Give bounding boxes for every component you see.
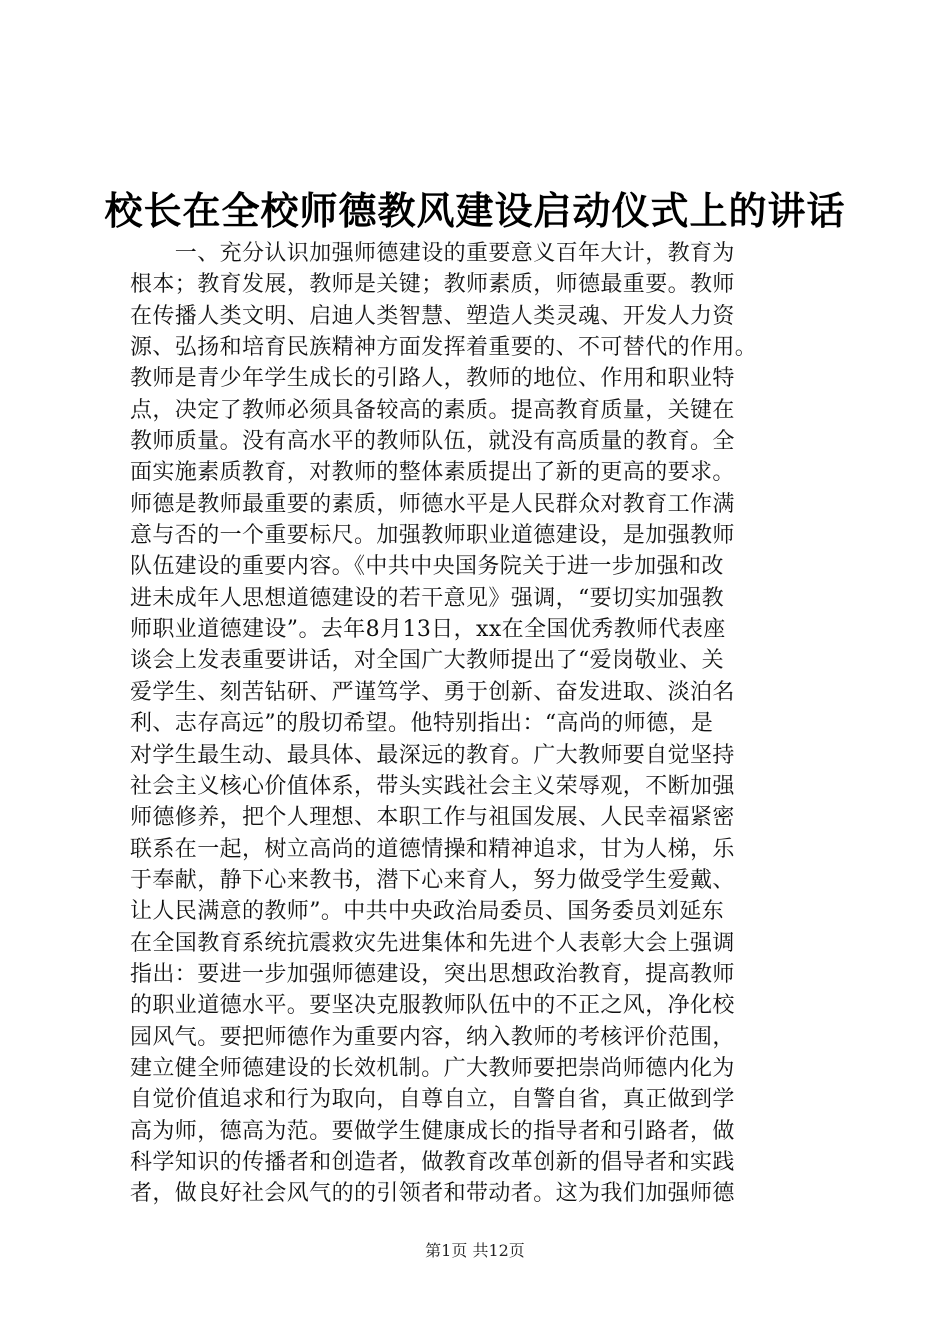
body-line: 园风气。要把师德作为重要内容，纳入教师的考核评价范围， xyxy=(130,1024,735,1050)
body-line: 面实施素质教育，对教师的整体素质提出了新的更高的要求。 xyxy=(130,460,735,486)
body-line: 师职业道德建设”。去年8月13日，xx在全国优秀教师代表座 xyxy=(130,617,726,643)
body-line: 建立健全师德建设的长效机制。广大教师要把崇尚师德内化为 xyxy=(130,1055,735,1081)
body-line: 根本；教育发展，教师是关键；教师素质，师德最重要。教师 xyxy=(130,272,735,298)
body-line: 利、志存高远”的殷切希望。他特别指出：“高尚的师德，是 xyxy=(130,711,714,737)
body-line: 源、弘扬和培育民族精神方面发挥着重要的、不可替代的作用。 xyxy=(130,335,758,361)
body-line: 让人民满意的教师”。中共中央政治局委员、国务委员刘延东 xyxy=(130,899,725,925)
document-title: 校长在全校师德教风建设启动仪式上的讲话 xyxy=(104,188,846,233)
body-line: 意与否的一个重要标尺。加强教师职业道德建设，是加强教师 xyxy=(130,523,735,549)
body-line: 师德修养，把个人理想、本职工作与祖国发展、人民幸福紧密 xyxy=(130,805,735,831)
body-line: 谈会上发表重要讲话，对全国广大教师提出了“爱岗敬业、关 xyxy=(130,648,725,674)
body-line: 进未成年人思想道德建设的若干意见》强调，“要切实加强教 xyxy=(130,585,725,611)
body-line: 于奉献，静下心来教书，潜下心来育人，努力做受学生爱戴、 xyxy=(130,867,735,893)
body-line: 对学生最生动、最具体、最深远的教育。广大教师要自觉坚持 xyxy=(130,742,735,768)
body-line: 在传播人类文明、启迪人类智慧、塑造人类灵魂、开发人力资 xyxy=(130,303,735,329)
body-line: 爱学生、刻苦钻研、严谨笃学、勇于创新、奋发进取、淡泊名 xyxy=(130,679,735,705)
body-line: 社会主义核心价值体系，带头实践社会主义荣辱观，不断加强 xyxy=(130,773,735,799)
body-line: 指出：要进一步加强师德建设，突出思想政治教育，提高教师 xyxy=(130,961,735,987)
page-footer: 第1页 共12页 xyxy=(425,1241,525,1260)
body-line: 教师质量。没有高水平的教师队伍，就没有高质量的教育。全 xyxy=(130,429,735,455)
body-line: 联系在一起，树立高尚的道德情操和精神追求，甘为人梯，乐 xyxy=(130,836,735,862)
document-body xyxy=(130,238,842,1210)
body-line: 师德是教师最重要的素质，师德水平是人民群众对教育工作满 xyxy=(130,491,735,517)
body-line: 点，决定了教师必须具备较高的素质。提高教育质量，关键在 xyxy=(130,397,735,423)
body-line: 队伍建设的重要内容。《中共中央国务院关于进一步加强和改 xyxy=(130,554,724,580)
body-line: 科学知识的传播者和创造者，做教育改革创新的倡导者和实践 xyxy=(130,1149,735,1175)
body-line: 者，做良好社会风气的的引领者和带动者。这为我们加强师德 xyxy=(130,1181,735,1207)
body-line: 教师是青少年学生成长的引路人，教师的地位、作用和职业特 xyxy=(130,366,735,392)
body-line: 的职业道德水平。要坚决克服教师队伍中的不正之风，净化校 xyxy=(130,993,735,1019)
body-line: 在全国教育系统抗震救灾先进集体和先进个人表彰大会上强调 xyxy=(130,930,735,956)
body-line: 自觉价值追求和行为取向，自尊自立，自警自省，真正做到学 xyxy=(130,1087,735,1113)
body-line: 高为师，德高为范。要做学生健康成长的指导者和引路者，做 xyxy=(130,1118,735,1144)
body-line: 一、充分认识加强师德建设的重要意义百年大计，教育为 xyxy=(130,241,735,266)
